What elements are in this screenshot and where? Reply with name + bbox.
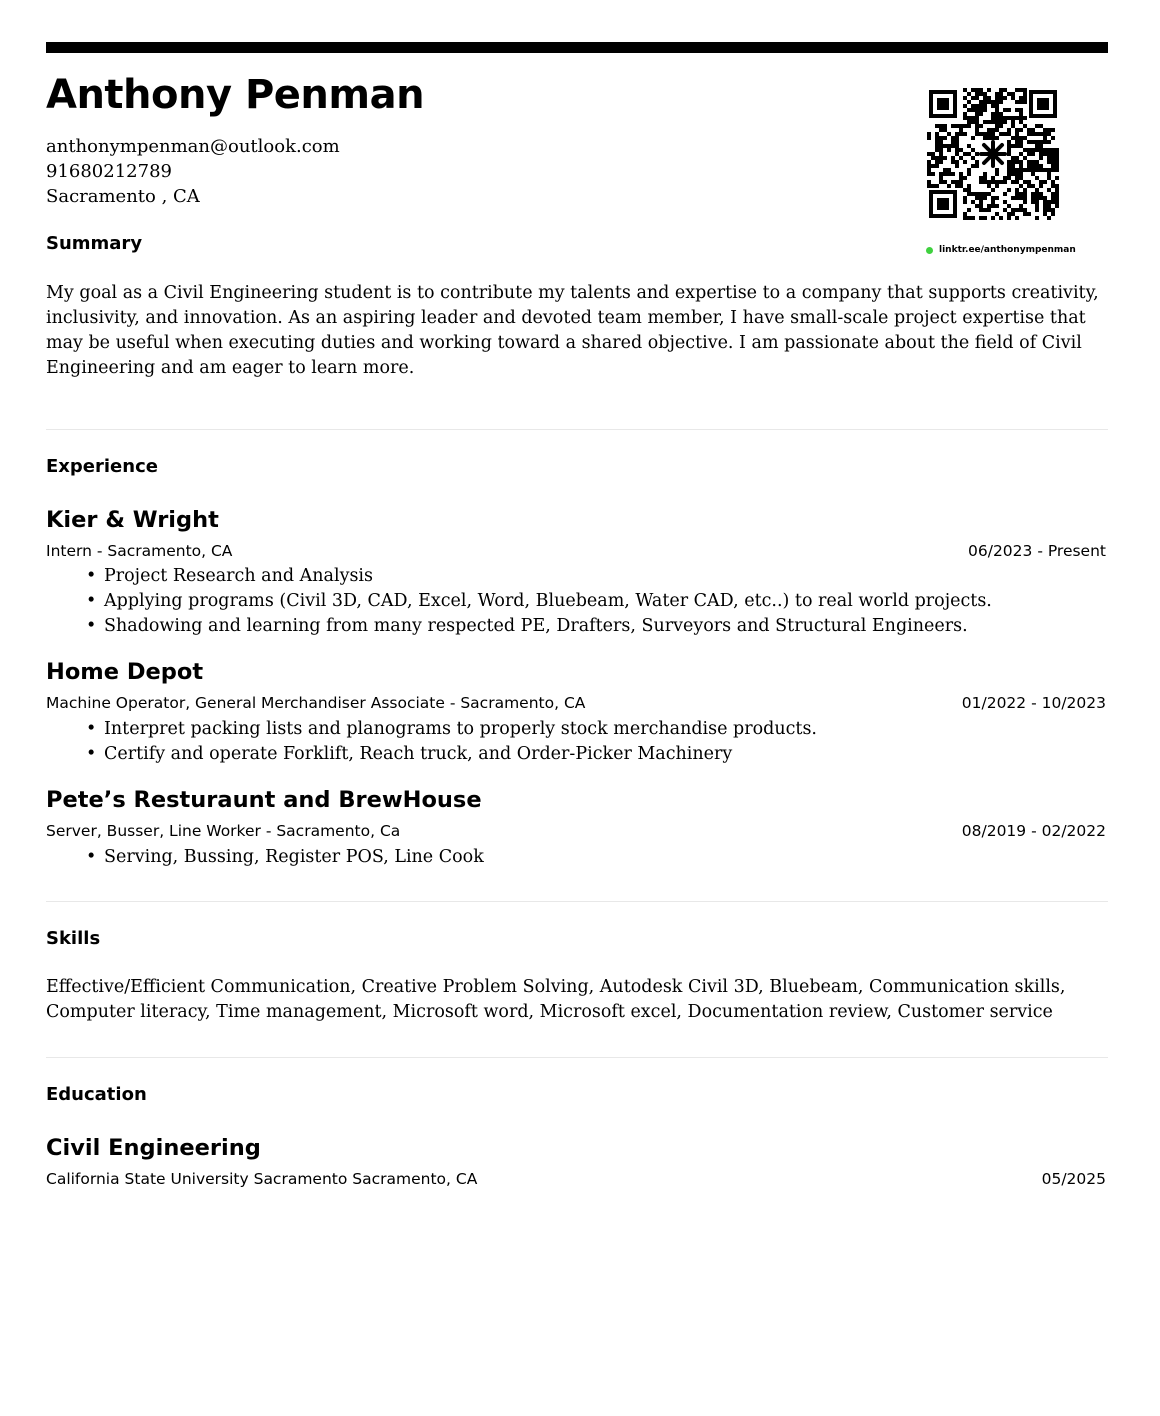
- summary-heading: Summary: [46, 233, 143, 254]
- qr-code-icon: [927, 88, 1059, 220]
- list-item: • Project Research and Analysis: [86, 564, 992, 589]
- phone-text: 91680212789: [46, 161, 172, 182]
- job-dates: 06/2023 - Present: [968, 542, 1106, 560]
- job-dates: 08/2019 - 02/2022: [961, 822, 1106, 840]
- experience-heading: Experience: [46, 456, 158, 477]
- job-company: Kier & Wright: [46, 507, 219, 533]
- list-item: • Serving, Bussing, Register POS, Line Cook: [86, 845, 484, 870]
- list-item: • Shadowing and learning from many respected PE, Drafters, Surveyors and Structural Engineers.: [86, 614, 992, 639]
- job-bullets: [86, 845, 484, 870]
- education-school: California State University Sacramento Sacramento, CA: [46, 1170, 478, 1188]
- education-degree: Civil Engineering: [46, 1135, 261, 1161]
- job-company: Pete’s Resturaunt and BrewHouse: [46, 787, 482, 813]
- job-role: Machine Operator, General Merchandiser Associate - Sacramento, CA: [46, 694, 586, 712]
- list-item: • Applying programs (Civil 3D, CAD, Excel, Word, Bluebeam, Water CAD, etc..) to real world projects.: [86, 589, 992, 614]
- linktree-caption[interactable]: [926, 245, 1076, 255]
- job-role: Intern - Sacramento, CA: [46, 542, 233, 560]
- top-rule: [46, 42, 1108, 53]
- job-dates: 01/2022 - 10/2023: [961, 694, 1106, 712]
- job-role: Server, Busser, Line Worker - Sacramento, Ca: [46, 822, 401, 840]
- education-date: 05/2025: [1041, 1170, 1106, 1188]
- location-text: Sacramento , CA: [46, 186, 200, 207]
- job-company: Home Depot: [46, 659, 204, 685]
- job-bullets: [86, 564, 992, 639]
- job-bullets: [86, 717, 817, 767]
- divider: [46, 901, 1108, 902]
- candidate-name: Anthony Penman: [46, 72, 425, 118]
- education-heading: Education: [46, 1084, 147, 1105]
- divider: [46, 1057, 1108, 1058]
- contact-block: [46, 134, 340, 209]
- skills-text: Effective/Efficient Communication, Creative Problem Solving, Autodesk Civil 3D, Bluebeam, Communication skills, Computer literacy, Time management, Microsoft word, Microsoft excel, Documentation review, Customer service: [46, 977, 1066, 1022]
- linktree-url: linktr.ee/anthonympenman: [939, 245, 1076, 255]
- linktree-icon: [926, 247, 933, 254]
- email-text: anthonympenman@outlook.com: [46, 136, 340, 157]
- list-item: • Interpret packing lists and planograms to properly stock merchandise products.: [86, 717, 817, 742]
- skills-heading: Skills: [46, 928, 101, 949]
- divider: [46, 429, 1108, 430]
- list-item: • Certify and operate Forklift, Reach truck, and Order-Picker Machinery: [86, 742, 817, 767]
- summary-text: My goal as a Civil Engineering student is to contribute my talents and expertise to a company that supports creativity, inclusivity, and innovation. As an aspiring leader and devoted team member, I have small-scale project expertise that may be useful when executing duties and working toward a shared objective. I am passionate about the field of Civil Engineering and am eager to learn more.: [46, 283, 1099, 378]
